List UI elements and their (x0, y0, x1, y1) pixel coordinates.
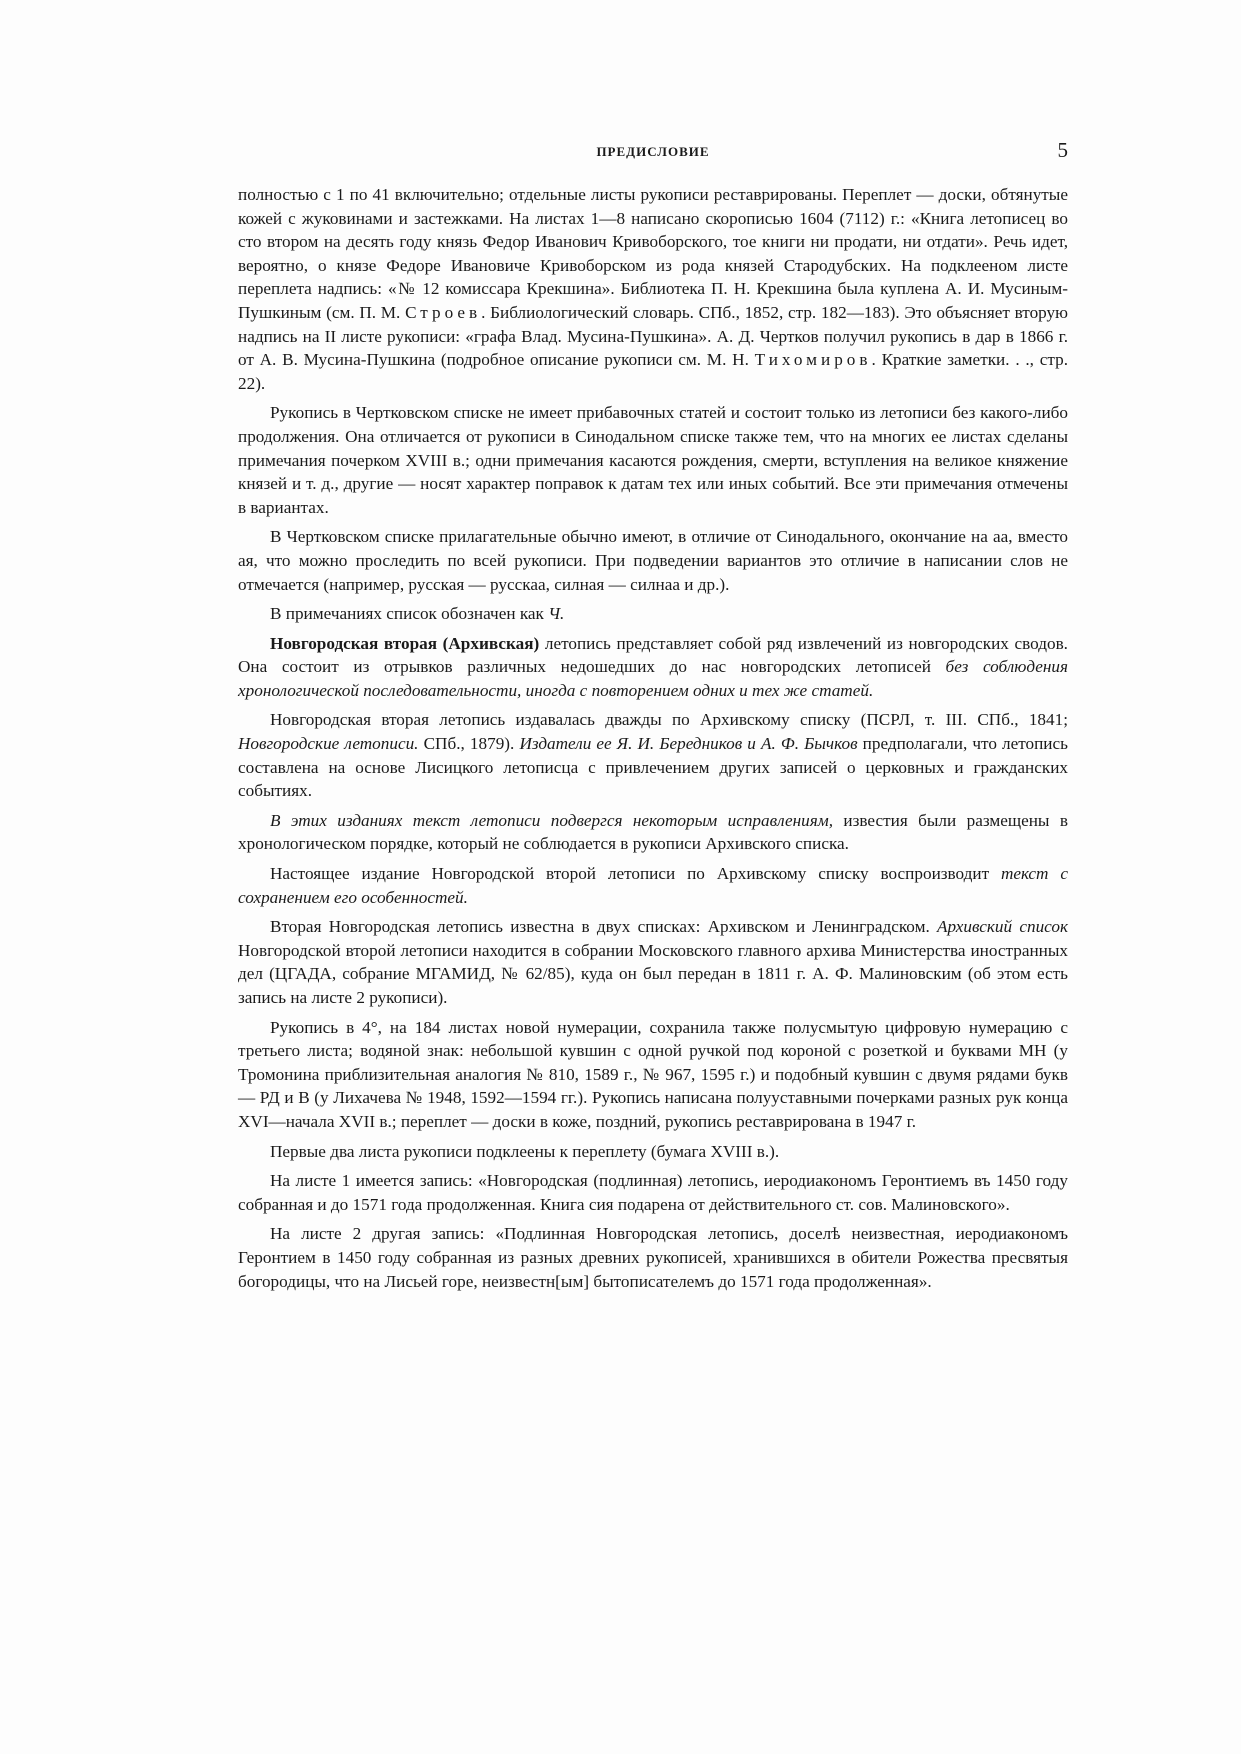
italic-run: Новгородские летописи. (238, 734, 419, 754)
paragraph (238, 183, 1068, 395)
text-run: Первые два листа рукописи подклеены к переплету (бумага XVIII в.). (270, 1141, 780, 1161)
text-run: Вторая Новгородская летопись известна в двух списках: Архивском и Ленинградском. (270, 917, 938, 937)
italic-run: Ч. (548, 604, 565, 624)
page-header (238, 138, 1068, 168)
paragraph (238, 401, 1068, 519)
text-run: полностью с 1 по 41 включительно; отдельные листы рукописи реставрированы. Переплет — доски, обтянутые кожей с жуковинами и застежками. На листах 1—8 написано скорописью 1604 (7112) г.: «Книга летописец во сто втором на десять году князь Федор Иванович Кривоборского, тое книги ни продати, ни отдати». Речь идет, вероятно, о князе Федоре Ивановиче Кривоборском из рода князей Стародубских. На подклееном листе переплета надпись: «№ 12 комиссара Крекшина». Библиотека П. Н. Крекшина была куплена А. И. Мусиным-Пушкиным (см. П. М. (238, 185, 1068, 322)
italic-run: без соблюдения хронологической последовательности, иногда с повторением одних и тех же статей. (238, 657, 1068, 700)
text-run: . Библиологический словарь. СПб., 1852, стр. 182—183). Это объясняет вторую надпись на II листе рукописи: «графа Влад. Мусина-Пушкина». А. Д. Чертков получил рукопись в дар в 1866 г. от А. В. Мусина-Пушкина (подробное описание рукописи см. М. Н. (238, 302, 1068, 370)
paragraph (238, 809, 1068, 856)
paragraph (238, 632, 1068, 703)
body-text (238, 183, 1068, 1299)
bold-run: Новгородская вторая (Архивская) (270, 633, 540, 653)
text-run: . Краткие заметки. . ., стр. 22). (238, 350, 1068, 393)
text-run: На листе 1 имеется запись: «Новгородская (подлинная) летопись, иеродиакономъ Геронтиемъ въ 1450 году собранная и до 1571 года продолженная. Книга сия подарена от действительного ст. сов. Малиновского». (238, 1171, 1068, 1214)
spaced-name: Тихомиров (754, 350, 872, 370)
paragraph (238, 915, 1068, 1009)
paragraph (238, 1222, 1068, 1293)
italic-run: текст с сохранением его особенностей. (238, 864, 1068, 907)
paragraph (238, 708, 1068, 802)
italic-run: Издатели ее Я. И. Бередников и А. Ф. Бычков (519, 734, 858, 754)
italic-run: В этих изданиях текст летописи подвергся некоторым исправлениям, (270, 810, 834, 830)
paragraph (238, 1169, 1068, 1216)
text-run: В Чертковском списке прилагательные обычно имеют, в отличие от Синодального, окончание на аа, вместо ая, что можно проследить по всей рукописи. При подведении вариантов это отличие в написании слов не отмечается (например, русская — русскаа, силная — силнаа и др.). (238, 527, 1068, 594)
text-run: Рукопись в 4°, на 184 листах новой нумерации, сохранила также полусмытую цифровую нумерацию с третьего листа; водяной знак: небольшой кувшин с одной ручкой под короной с розеткой и буквами МН (у Тромонина приблизительная аналогия № 810, 1589 г., № 967, 1595 г.) и подобный кувшин с двумя рядами букв — РД и В (у Лихачева № 1948, 1592—1594 гг.). Рукопись написана полууставными почерками разных рук конца XVI—начала XVII в.; переплет — доски в коже, поздний, рукопись реставрирована в 1947 г. (238, 1017, 1068, 1131)
text-run: предполагали, что летопись составлена на основе Лисицкого летописца с привлечением других записей о церковных и гражданских событиях. (238, 734, 1068, 801)
italic-run: Архивский список (937, 917, 1068, 937)
text-run: На листе 2 другая запись: «Подлинная Новгородская летопись, доселѣ неизвестная, иеродиакономъ Геронтием в 1450 году собранная из разных древних рукописей, хранившихся в обители Рожества пресвятыя богородицы, что на Лисьей горе, неизвестн[ым] бытописателемъ до 1571 года продолженная». (238, 1224, 1068, 1291)
page-number: 5 (1057, 138, 1068, 162)
text-run: СПб., 1879). (418, 734, 520, 754)
text-run: В примечаниях список обозначен как (270, 604, 549, 624)
paragraph (238, 525, 1068, 596)
text-run: летопись представляет собой ряд извлечений из новгородских сводов. Она состоит из отрывков различных недошедших до нас новгородских летописей (238, 633, 1068, 677)
text-run: Новгородской второй летописи находится в собрании Московского главного архива Министерства иностранных дел (ЦГАДА, собрание МГАМИД, № 62/85), куда он был передан в 1811 г. А. Ф. Малиновским (об этом есть запись на листе 2 рукописи). (238, 940, 1068, 1007)
text-run: Настоящее издание Новгородской второй летописи по Архивскому списку воспроизводит (270, 864, 1001, 884)
paragraph (238, 1016, 1068, 1134)
text-run: Рукопись в Чертковском списке не имеет прибавочных статей и состоит только из летописи без какого-либо продолжения. Она отличается от рукописи в Синодальном списке также тем, что на многих ее листах сделаны примечания почерком XVIII в.; одни примечания касаются рождения, смерти, вступления на великое княжение князей и т. д., другие — носят характер поправок к датам тех или иных событий. Все эти примечания отмечены в вариантах. (238, 403, 1068, 517)
spaced-name: Строев (405, 302, 482, 322)
text-run: известия были размещены в хронологическом порядке, который не соблюдается в рукописи Архивского списка. (238, 810, 1068, 854)
paragraph (238, 862, 1068, 909)
paragraph (238, 1140, 1068, 1164)
running-title: ПРЕДИСЛОВИЕ (596, 144, 710, 159)
paragraph (238, 602, 1068, 626)
text-run: Новгородская вторая летопись издавалась дважды по Архивскому списку (ПСРЛ, т. III. СПб., 1841; (270, 710, 1068, 730)
